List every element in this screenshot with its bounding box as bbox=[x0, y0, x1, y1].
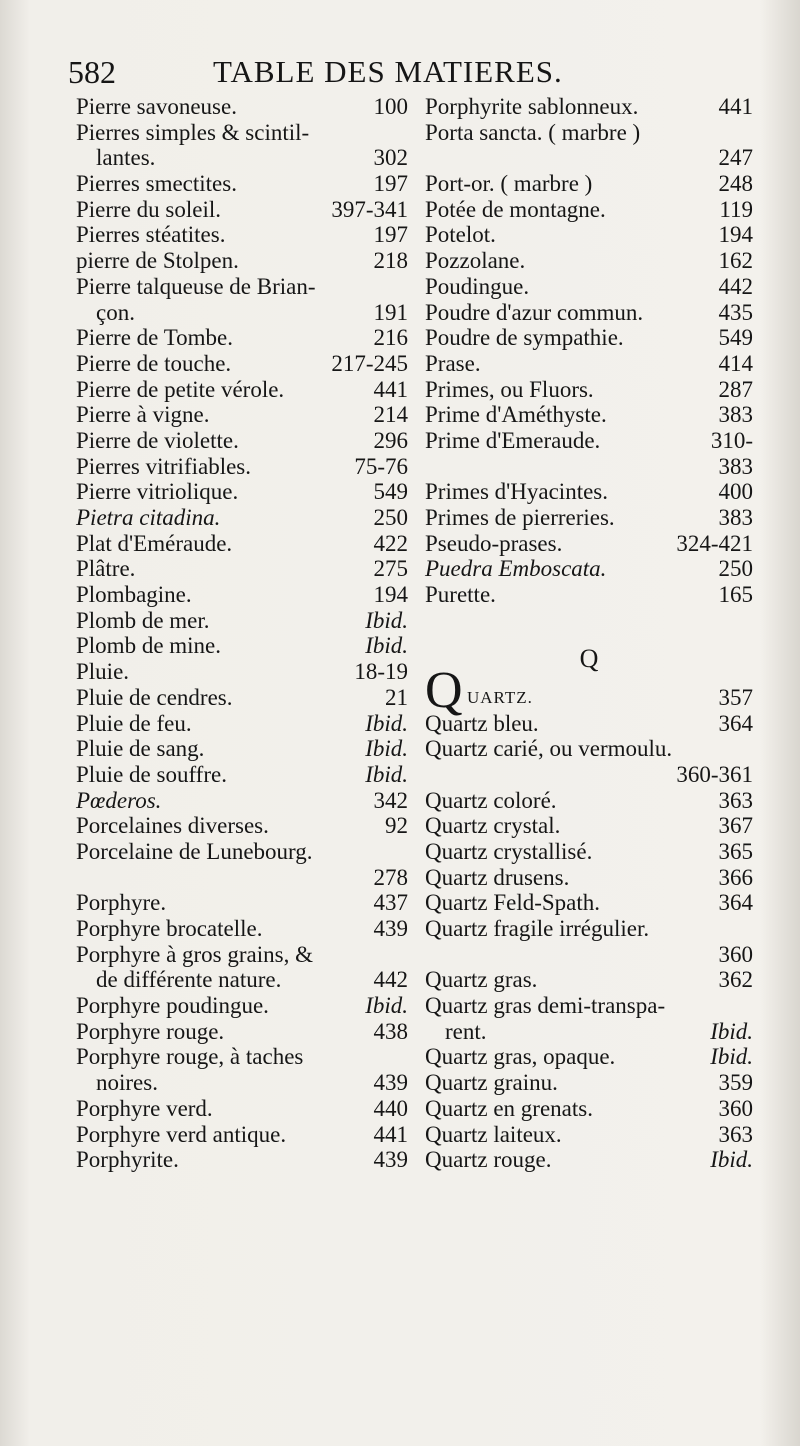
index-entry bbox=[76, 659, 408, 685]
entry-page-ref: 191 bbox=[373, 299, 408, 325]
entry-term: Quartz en grenats. bbox=[425, 1095, 593, 1121]
index-entry bbox=[76, 916, 408, 942]
index-entry bbox=[76, 402, 408, 428]
entry-page-ref: 287 bbox=[718, 376, 753, 402]
entry-page-ref: 194 bbox=[718, 222, 753, 248]
index-entry bbox=[76, 454, 408, 480]
entry-term: Primes d'Hyacintes. bbox=[425, 479, 609, 505]
entry-term: Pierre du soleil. bbox=[76, 196, 221, 222]
index-entry-quartz bbox=[425, 661, 753, 719]
entry-term: Primes de pierreries. bbox=[425, 505, 615, 530]
index-entry bbox=[76, 325, 408, 351]
entry-term: Quartz fragile irrégulier. bbox=[425, 916, 650, 942]
index-entry bbox=[76, 608, 408, 634]
index-entry bbox=[425, 1147, 753, 1173]
index-entry bbox=[76, 813, 408, 839]
entry-term: Porphyre à gros grains, & bbox=[76, 941, 313, 967]
entry-term: de différente nature. bbox=[96, 967, 282, 993]
entry-term: Pœderos. bbox=[76, 787, 162, 813]
entry-term: Quartz gras. bbox=[425, 967, 538, 993]
entry-page-ref: 302 bbox=[373, 145, 408, 171]
index-entry bbox=[76, 556, 408, 582]
running-title: TABLE DES MATIERES. bbox=[213, 54, 563, 89]
entry-term: Porphyre verd. bbox=[76, 1095, 213, 1121]
index-entry bbox=[76, 839, 408, 865]
index-entry bbox=[425, 993, 753, 1019]
entry-page-ref: Ibid. bbox=[710, 1147, 753, 1173]
index-entry bbox=[425, 788, 753, 814]
entry-page-ref: 217-245 bbox=[331, 350, 408, 376]
entry-term: Prime d'Emeraude. bbox=[425, 427, 601, 453]
entry-page-ref: 296 bbox=[373, 427, 408, 453]
entry-page-ref: 194 bbox=[373, 582, 408, 608]
index-entry bbox=[76, 633, 408, 659]
entry-term: Quartz bleu. bbox=[425, 710, 539, 736]
entry-term: Pluie de cendres. bbox=[76, 684, 233, 710]
entry-page-ref: 247 bbox=[718, 145, 753, 171]
index-entry bbox=[425, 197, 753, 223]
entry-page-ref: 18-19 bbox=[354, 659, 408, 685]
index-entry bbox=[76, 1147, 408, 1173]
entry-page-ref: Ibid. bbox=[365, 736, 408, 762]
entry-term: Potelot. bbox=[425, 222, 496, 248]
index-entry bbox=[425, 1096, 753, 1122]
entry-page-ref: Ibid. bbox=[365, 993, 408, 1019]
entry-page-ref: 216 bbox=[373, 325, 408, 351]
index-entry bbox=[76, 993, 408, 1019]
entry-term: Quartz coloré. bbox=[425, 787, 557, 813]
index-entry bbox=[76, 274, 408, 300]
entry-page-ref: 549 bbox=[718, 325, 753, 351]
index-entry bbox=[76, 120, 408, 146]
entry-page-ref: 437 bbox=[373, 890, 408, 916]
index-entry bbox=[425, 1019, 753, 1045]
entry-term: Purette. bbox=[425, 582, 496, 608]
entry-term: Plomb de mine. bbox=[76, 633, 222, 659]
index-entry bbox=[76, 531, 408, 557]
index-entry bbox=[425, 556, 753, 582]
index-entry bbox=[425, 171, 753, 197]
entry-page-ref: 364 bbox=[718, 890, 753, 916]
entry-term: Pierre talqueuse de Brian- bbox=[76, 273, 316, 299]
entry-page-ref: 439 bbox=[373, 1147, 408, 1173]
entry-term: Plat d'Eméraude. bbox=[76, 530, 233, 556]
entry-page-ref: 165 bbox=[718, 582, 753, 608]
index-entry bbox=[425, 762, 753, 788]
entry-term: Quartz Feld-Spath. bbox=[425, 890, 601, 916]
entry-term: Quartz crystal. bbox=[425, 813, 561, 839]
entry-page-ref: 275 bbox=[373, 556, 408, 582]
entry-term: Pierres simples & scintil- bbox=[76, 119, 310, 145]
entry-page-ref: 92 bbox=[385, 813, 408, 839]
section-gap bbox=[425, 608, 753, 634]
index-entry bbox=[425, 967, 753, 993]
entry-term: UARTZ. bbox=[467, 687, 533, 707]
entry-page-ref: 360 bbox=[718, 941, 753, 967]
entry-page-ref: 75-76 bbox=[354, 453, 408, 479]
index-entry bbox=[425, 736, 753, 762]
index-entry bbox=[76, 94, 408, 120]
index-entry bbox=[425, 1070, 753, 1096]
entry-page-ref: 250 bbox=[373, 505, 408, 530]
entry-term: Pierre de petite vérole. bbox=[76, 376, 285, 402]
entry-term: Potée de montagne. bbox=[425, 196, 606, 222]
entry-term: Porphyre brocatelle. bbox=[76, 916, 263, 941]
entry-term: Pluie de feu. bbox=[76, 710, 192, 736]
entry-page-ref: 442 bbox=[718, 273, 753, 299]
entry-term: Prase. bbox=[425, 350, 481, 376]
index-entry bbox=[76, 222, 408, 248]
entry-term: Porphyre rouge. bbox=[76, 1018, 225, 1044]
index-entry bbox=[76, 248, 408, 274]
entry-page-ref: 100 bbox=[373, 94, 408, 119]
index-entry bbox=[425, 479, 753, 505]
entry-term: Pluie. bbox=[76, 659, 130, 685]
entry-page-ref: 400 bbox=[718, 479, 753, 505]
entry-term: Pierre à vigne. bbox=[76, 402, 210, 428]
entry-page-ref: 362 bbox=[718, 967, 753, 993]
entry-term: Porcelaines diverses. bbox=[76, 813, 269, 839]
index-entry bbox=[425, 916, 753, 942]
index-entry bbox=[76, 300, 408, 326]
index-entry bbox=[76, 736, 408, 762]
entry-page-ref: 383 bbox=[718, 402, 753, 428]
entry-term: Quartz crystallisé. bbox=[425, 838, 593, 864]
index-entry bbox=[76, 1019, 408, 1045]
index-entry bbox=[425, 839, 753, 865]
entry-term: Port-or. ( marbre ) bbox=[425, 171, 593, 197]
entry-page-ref: 248 bbox=[718, 171, 753, 197]
index-entry bbox=[76, 865, 408, 891]
index-entry bbox=[425, 222, 753, 248]
entry-page-ref: 366 bbox=[718, 864, 753, 890]
entry-term: Pierre vitriolique. bbox=[76, 479, 239, 505]
index-entry bbox=[425, 942, 753, 968]
index-entry bbox=[76, 967, 408, 993]
index-entry bbox=[76, 762, 408, 788]
entry-term: Pierres vitrifiables. bbox=[76, 453, 252, 479]
index-entry bbox=[76, 145, 408, 171]
entry-page-ref: 383 bbox=[718, 505, 753, 530]
entry-term: rent. bbox=[445, 1018, 487, 1044]
entry-term: Quartz drusens. bbox=[425, 864, 570, 890]
index-entry bbox=[425, 1122, 753, 1148]
index-entry bbox=[76, 171, 408, 197]
entry-page-ref: 197 bbox=[373, 171, 408, 197]
entry-page-ref: 359 bbox=[718, 1070, 753, 1096]
index-entry bbox=[76, 942, 408, 968]
entry-page-ref: 214 bbox=[373, 402, 408, 428]
index-entry bbox=[425, 300, 753, 326]
drop-cap-letter: Q bbox=[425, 661, 463, 719]
entry-page-ref: Ibid. bbox=[710, 1018, 753, 1044]
section-letter-q: Q bbox=[579, 644, 599, 674]
entry-page-ref: Ibid. bbox=[365, 761, 408, 787]
index-entry bbox=[76, 479, 408, 505]
entry-page-ref: 119 bbox=[719, 196, 753, 222]
entry-page-ref: 364 bbox=[718, 710, 753, 736]
index-entries-p bbox=[425, 94, 753, 608]
entry-term: Pierre de violette. bbox=[76, 427, 239, 453]
entry-page-ref: 549 bbox=[373, 479, 408, 505]
index-column-left bbox=[76, 94, 408, 1173]
entry-page-ref: 310- bbox=[710, 427, 753, 453]
entry-term: Quartz gras, opaque. bbox=[425, 1044, 616, 1070]
entry-page-ref: 278 bbox=[373, 864, 408, 890]
entry-page-ref: 363 bbox=[718, 787, 753, 813]
index-entry bbox=[76, 1044, 408, 1070]
entry-term: Poudre d'azur commun. bbox=[425, 299, 644, 325]
entry-page-ref: 162 bbox=[718, 248, 753, 274]
entry-term: Quartz rouge. bbox=[425, 1147, 552, 1173]
entry-term: Pozzolane. bbox=[425, 248, 526, 274]
index-entry bbox=[425, 94, 753, 120]
entry-term: Primes, ou Fluors. bbox=[425, 376, 594, 402]
index-entry bbox=[425, 582, 753, 608]
index-entry bbox=[425, 505, 753, 531]
index-entry bbox=[425, 325, 753, 351]
entry-page-ref: 397-341 bbox=[331, 196, 408, 222]
index-entry bbox=[76, 890, 408, 916]
entry-page-ref: 383 bbox=[718, 453, 753, 479]
index-entry bbox=[425, 274, 753, 300]
index-entry bbox=[425, 145, 753, 171]
index-entry bbox=[76, 1122, 408, 1148]
index-entry bbox=[425, 890, 753, 916]
entry-page-ref: 442 bbox=[373, 967, 408, 993]
index-entries-q bbox=[425, 711, 753, 1173]
entry-page-ref: 324-421 bbox=[676, 530, 753, 556]
index-entry bbox=[76, 351, 408, 377]
entry-term: Pierre de touche. bbox=[76, 350, 232, 376]
index-entry bbox=[76, 685, 408, 711]
entry-page-ref: Ibid. bbox=[365, 633, 408, 659]
entry-page-ref: 365 bbox=[718, 838, 753, 864]
index-entry bbox=[425, 711, 753, 737]
entry-term: Pluie de souffre. bbox=[76, 761, 227, 787]
index-entry bbox=[76, 197, 408, 223]
entry-page-ref: 439 bbox=[373, 916, 408, 941]
entry-term: Pierre savoneuse. bbox=[76, 94, 237, 119]
entry-term: noires. bbox=[96, 1070, 158, 1096]
entry-page-ref: 360-361 bbox=[676, 761, 753, 787]
entry-term: Porphyre rouge, à taches bbox=[76, 1044, 304, 1070]
page-header bbox=[68, 50, 748, 90]
entry-term: Porphyrite. bbox=[76, 1147, 179, 1173]
entry-term: Poudingue. bbox=[425, 273, 530, 299]
index-entry bbox=[425, 377, 753, 403]
entry-term: Plomb de mer. bbox=[76, 607, 210, 633]
entry-term: Porcelaine de Lunebourg. bbox=[76, 838, 313, 864]
entry-term: pierre de Stolpen. bbox=[76, 248, 239, 274]
entry-page-ref: Ibid. bbox=[710, 1044, 753, 1070]
index-entry bbox=[76, 428, 408, 454]
index-entry bbox=[76, 377, 408, 403]
index-entry bbox=[425, 402, 753, 428]
index-entry bbox=[76, 1096, 408, 1122]
entry-term: Prime d'Améthyste. bbox=[425, 402, 607, 428]
entry-term: Pierres smectites. bbox=[76, 171, 237, 197]
index-entry bbox=[425, 428, 753, 454]
index-entry bbox=[425, 531, 753, 557]
entry-term: Plombagine. bbox=[76, 582, 192, 608]
entry-term: Pluie de sang. bbox=[76, 736, 205, 762]
entry-term: Quartz laiteux. bbox=[425, 1121, 562, 1147]
entry-page-ref: 440 bbox=[373, 1095, 408, 1121]
entry-page-ref: 441 bbox=[373, 1121, 408, 1147]
entry-term: Quartz carié, ou vermoulu. bbox=[425, 736, 673, 762]
index-entry bbox=[425, 1044, 753, 1070]
entry-term: Puedra Emboscata. bbox=[425, 556, 607, 582]
index-entry bbox=[425, 351, 753, 377]
entry-page-ref: 342 bbox=[373, 787, 408, 813]
entry-page-ref: 438 bbox=[373, 1018, 408, 1044]
entry-page-ref: Ibid. bbox=[365, 710, 408, 736]
entry-page-ref: 414 bbox=[718, 350, 753, 376]
entry-term: Porphyre poudingue. bbox=[76, 993, 269, 1019]
entry-term: lantes. bbox=[96, 145, 156, 171]
entry-term: Pierres stéatites. bbox=[76, 222, 226, 248]
entry-page-ref: 357 bbox=[718, 684, 753, 710]
entry-page-ref: 441 bbox=[373, 376, 408, 402]
entry-page-ref: 363 bbox=[718, 1121, 753, 1147]
index-entry bbox=[425, 454, 753, 480]
entry-term: Pseudo-prases. bbox=[425, 530, 563, 556]
entry-page-ref: 360 bbox=[718, 1095, 753, 1121]
index-entry bbox=[425, 813, 753, 839]
index-column-right bbox=[425, 94, 753, 1173]
entry-page-ref: 250 bbox=[718, 556, 753, 582]
entry-page-ref: 197 bbox=[373, 222, 408, 248]
entry-term: Quartz grainu. bbox=[425, 1070, 558, 1096]
entry-term: Porta sancta. ( marbre ) bbox=[425, 119, 641, 145]
entry-page-ref: 422 bbox=[373, 530, 408, 556]
entry-term: çon. bbox=[96, 299, 135, 325]
entry-term: Porphyre verd antique. bbox=[76, 1121, 287, 1147]
index-entry bbox=[76, 711, 408, 737]
entry-page-ref: Ibid. bbox=[365, 607, 408, 633]
entry-term: Porphyre. bbox=[76, 890, 167, 916]
index-entry bbox=[425, 120, 753, 146]
index-entry bbox=[76, 1070, 408, 1096]
entry-term: Pietra citadina. bbox=[76, 505, 221, 530]
entry-term: Porphyrite sablonneux. bbox=[425, 94, 639, 119]
entry-term: Plâtre. bbox=[76, 556, 136, 582]
index-entry bbox=[76, 788, 408, 814]
entry-term: Quartz gras demi-transpa- bbox=[425, 993, 666, 1019]
entry-page-ref: 435 bbox=[718, 299, 753, 325]
entry-page-ref: 367 bbox=[718, 813, 753, 839]
entry-page-ref: 441 bbox=[718, 94, 753, 119]
entry-page-ref: 21 bbox=[385, 684, 408, 710]
entry-page-ref: 439 bbox=[373, 1070, 408, 1096]
index-entry bbox=[76, 505, 408, 531]
entry-page-ref: 218 bbox=[373, 248, 408, 274]
index-entry bbox=[425, 865, 753, 891]
page-number: 582 bbox=[68, 54, 116, 90]
entry-term: Poudre de sympathie. bbox=[425, 325, 624, 351]
entry-term: Pierre de Tombe. bbox=[76, 325, 234, 351]
index-entry bbox=[425, 248, 753, 274]
index-entry bbox=[76, 582, 408, 608]
